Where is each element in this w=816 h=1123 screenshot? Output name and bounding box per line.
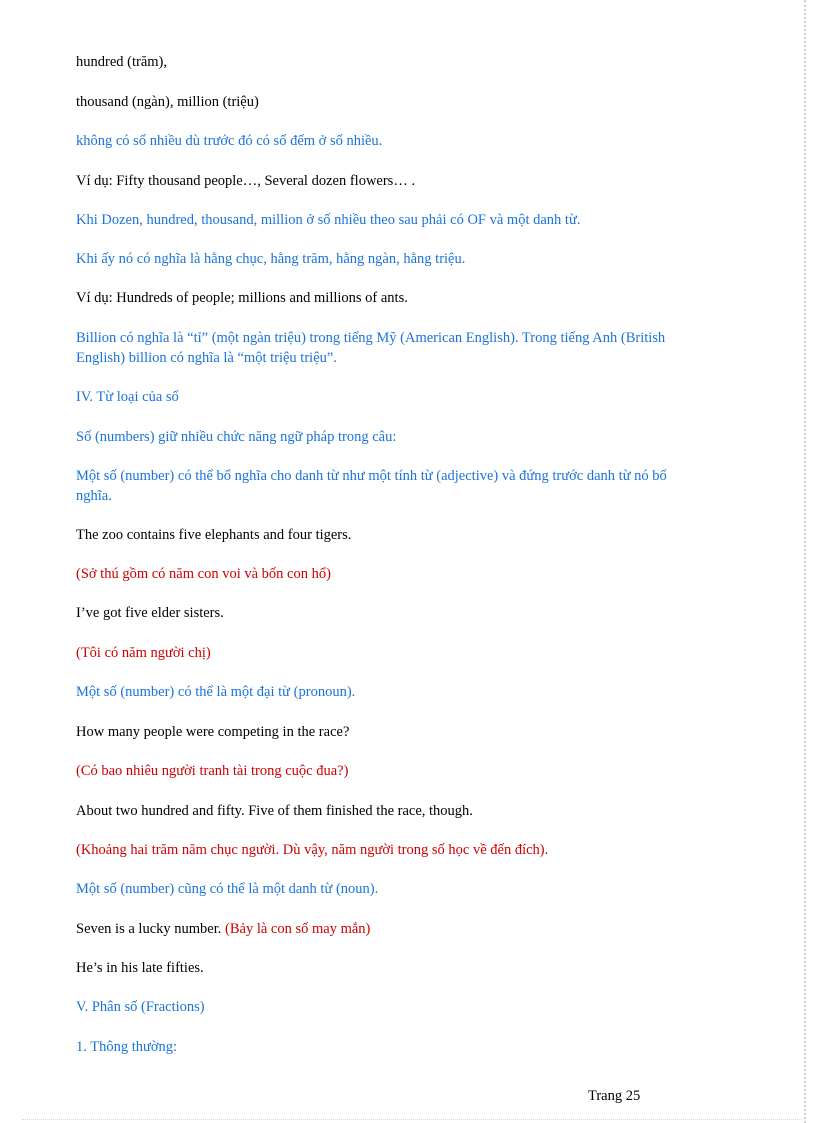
- page-number: Trang 25: [588, 1088, 641, 1104]
- translation: (Bảy là con số may mắn): [225, 921, 371, 937]
- example-sentence: I’ve got five elder sisters.: [76, 605, 224, 621]
- example-sentence: [76, 919, 370, 939]
- example-text: Seven is a lucky number.: [76, 921, 222, 937]
- text-paragraph: Một số (number) có thể bổ nghĩa cho danh từ như một tính từ (adjective) và đứng trước danh từ nó bổ nghĩa.: [76, 468, 667, 504]
- text-line: thousand (ngàn), million (triệu): [76, 94, 259, 110]
- example-sentence: The zoo contains five elephants and four tigers.: [76, 527, 352, 543]
- text-line: hundred (trăm),: [76, 54, 167, 70]
- translation: (Tôi có năm người chị): [76, 645, 211, 661]
- example-sentence: How many people were competing in the race?: [76, 724, 350, 740]
- example-sentence: He’s in his late fifties.: [76, 960, 204, 976]
- subsection-heading: 1. Thông thường:: [76, 1039, 178, 1055]
- translation: (Khoảng hai trăm năm chục người. Dù vậy, năm người trong số học về đến đích).: [76, 842, 549, 858]
- translation: (Sở thú gồm có năm con voi và bốn con hổ): [76, 566, 331, 582]
- section-heading: V. Phân số (Fractions): [76, 999, 205, 1015]
- text-line: Ví dụ: Fifty thousand people…, Several dozen flowers… .: [76, 173, 416, 189]
- section-heading: IV. Từ loại của số: [76, 389, 179, 405]
- text-line: Một số (number) cũng có thể là một danh từ (noun).: [76, 881, 379, 897]
- text-line: Một số (number) có thể là một đại từ (pronoun).: [76, 684, 356, 700]
- text-paragraph: Billion có nghĩa là “tỉ” (một ngàn triệu) trong tiếng Mỹ (American English). Trong tiếng Anh (British English) billion có nghĩa là “một triệu triệu”.: [76, 330, 666, 366]
- text-line: Ví dụ: Hundreds of people; millions and millions of ants.: [76, 290, 408, 306]
- translation: (Có bao nhiêu người tranh tài trong cuộc đua?): [76, 763, 349, 779]
- text-line: Khi Dozen, hundred, thousand, million ở số nhiều theo sau phải có OF và một danh từ.: [76, 212, 581, 228]
- page-bottom-border: [22, 1119, 802, 1120]
- example-sentence: About two hundred and fifty. Five of them finished the race, though.: [76, 803, 473, 819]
- text-line: Số (numbers) giữ nhiều chức năng ngữ pháp trong câu:: [76, 429, 397, 445]
- page-right-border: [802, 0, 806, 1123]
- text-line: Khi ấy nó có nghĩa là hằng chục, hằng trăm, hằng ngàn, hằng triệu.: [76, 251, 466, 267]
- text-line: không có số nhiều dù trước đó có số đếm ở số nhiều.: [76, 133, 383, 149]
